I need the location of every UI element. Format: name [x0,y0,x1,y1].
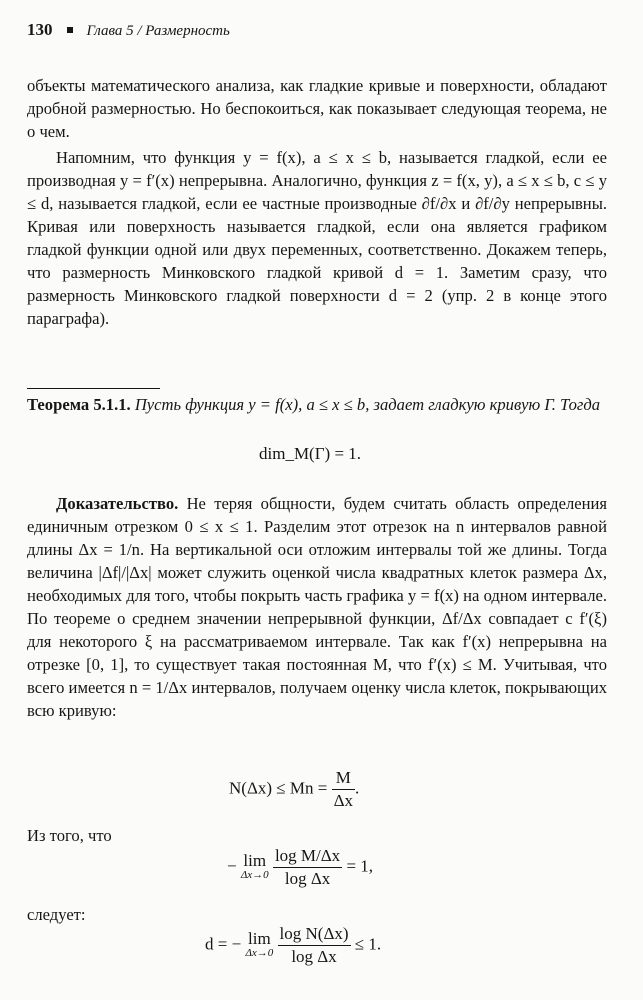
follows-text: следует: [27,905,86,924]
theorem-block [27,393,607,416]
proof-block [27,492,607,722]
from-text: Из того, что [27,826,112,845]
proof-title: Доказательство. [56,494,179,513]
estimate-formula [229,768,359,811]
paragraph-1: объекты математического анализа, как гладкие кривые и поверхности, обладают дробной размерностью. Но беспокоиться, как показывает следующая теорема, не о чем. [27,76,607,141]
proof-text: Не теряя общности, будем считать область определения единичным отрезком 0 ≤ x ≤ 1. Разделим этот отрезок на n интервалов равной длины Δx = 1/n. На вертикальной оси отложим интервалы той же длины. Тогда величина |Δf|/|Δx| может служить оценкой числа квадратных клеток размера Δx, необходимых для того, чтобы покрыть часть графика y = f(x) на одном интервале. По теореме о среднем значении непрерывной функции, Δf/Δx совпадает с f′(ξ) для некоторого ξ на рассматриваемом интервале. Так как f′(x) непрерывна на отрезке [0, 1], то существует такая постоянная M, что f′(x) ≤ M. Учитывая, что всего имеется n = 1/Δx интервалов, получаем оценку числа клеток, покрывающих всю кривую: [27,494,607,720]
estimate-fraction [332,768,355,811]
running-header [27,20,230,40]
smoothness-paragraph [27,146,607,330]
dimension-fraction: $\frac{\text{log N(Δx)}}{\text{log Δx}}$ [279,924,349,966]
fraction-numerator: M [332,768,355,790]
intro-paragraph [27,74,607,143]
limit-operator: lim Δx→0 [245,928,274,959]
limit-fraction: $\frac{\text{log M/Δx}}{\text{log Δx}}$ [274,846,341,888]
limit-operator: lim Δx→0 [240,850,269,881]
estimate-lhs: N(Δx) ≤ Mn = [229,778,328,798]
page-number: 130 [27,20,53,39]
theorem-rule [27,388,160,389]
theorem-formula: dim_M(Γ) = 1. [259,444,362,463]
paragraph-2: Напомним, что функция y = f(x), a ≤ x ≤ b, называется гладкой, если ее производная y = f′(x) непрерывна. Аналогично, функция z = f(x, y), a ≤ x ≤ b, c ≤ y ≤ d, называется гладкой, если ее частные производные ∂f/∂x и ∂f/∂y непрерывны. Кривая или поверхность называется гладкой, если она является графиком гладкой функции одной или двух переменных, соответственно. Докажем теперь, что размерность Минковского гладкой кривой d = 1. Заметим сразу, что размерность Минковского гладкой поверхности d = 2 (упр. 2 в конце этого параграфа). [27,148,607,328]
limit-formula: − lim Δx→0 $\frac{\text{log M/Δx}}{\text{log Δx}}$ = 1, [227,846,374,888]
estimate-end: . [355,778,360,798]
chapter-title: Глава 5 / Размерность [86,23,230,39]
fraction-denominator: Δx [333,791,354,810]
header-square-bullet [67,27,73,33]
theorem-statement: Пусть функция y = f(x), a ≤ x ≤ b, задает гладкую кривую Γ. Тогда [134,395,601,414]
theorem-title: Теорема 5.1.1. [27,395,131,414]
dimension-formula: d = − lim Δx→0 $\frac{\text{log N(Δx)}}{\text{log Δx}}$ ≤ 1. [205,924,382,966]
